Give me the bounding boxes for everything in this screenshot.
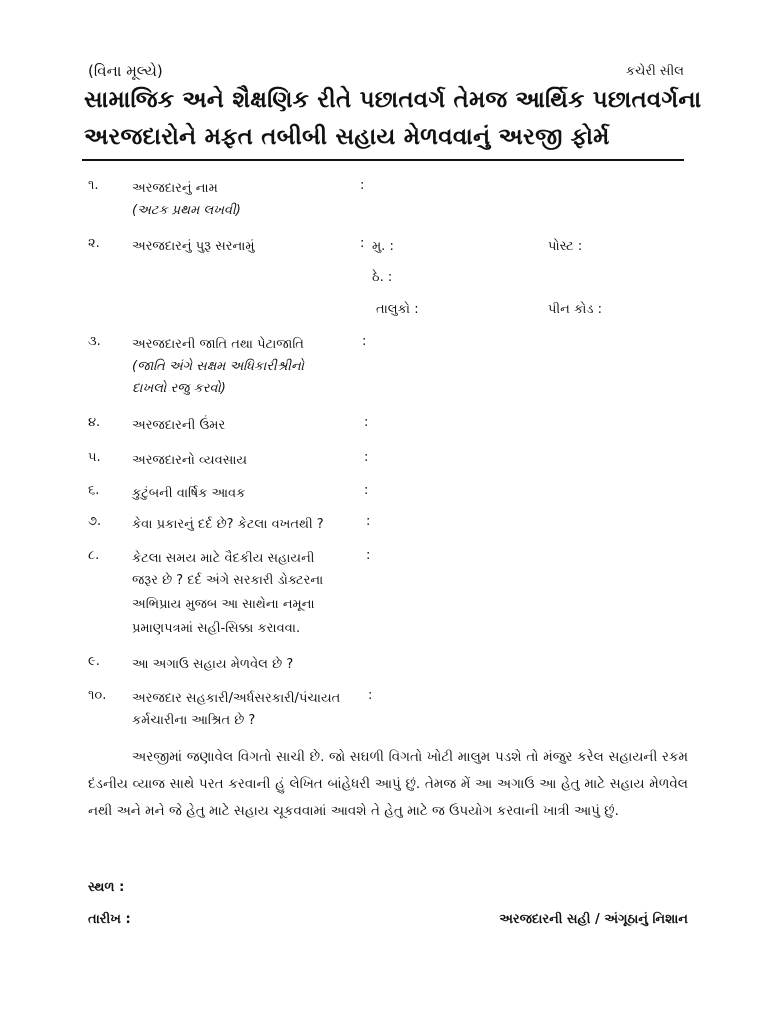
field-label: અરજદારની ઉંમર — [132, 418, 226, 433]
field-label-line: કેટલા સમય માટે વૈદકીય સહાયની — [132, 551, 315, 566]
field-label: અરજદારનો વ્યવસાય — [132, 453, 248, 468]
field-note: (જાતિ અંગે સક્ષમ અધિકારીશ્રીનો — [132, 359, 304, 374]
field-number: ૫. — [88, 450, 101, 465]
place-label: સ્થળ : — [88, 880, 125, 895]
declaration-paragraph: અરજીમાં જણાવેલ વિગતો સાચી છે. જો સઘળી વિગતો ખોટી માલુમ પડશે તો મંજુર કરેલ સહાયની રકમ દંડનીય વ્યાજ સાથે પરત કરવાની હું લેખિત બાંહેધરી આપું છું. તેમજ મેં આ અગાઉ આ હેતુ માટે સહાય મેળવેલ નથી અને મને જે હેતુ માટે સહાય ચૂકવવામાં આવશે તે હેતુ માટે જ ઉપયોગ કરવાની ખાત્રી આપું છું. — [88, 749, 688, 819]
field-number: ૬. — [88, 483, 100, 498]
field-colon: : — [362, 334, 367, 349]
field-note: દાખલો રજુ કરવો) — [132, 381, 226, 396]
field-label: આ અગાઉ સહાય મેળવેલ છે ? — [132, 657, 294, 672]
field-number: ૭. — [88, 514, 102, 529]
field-label: અરજદારની જાતિ તથા પેટાજાતિ — [132, 337, 304, 352]
address-post-label: પોસ્ટ : — [548, 239, 583, 254]
field-number: ૪. — [88, 415, 101, 430]
office-seal-label: કચેરી સીલ — [625, 64, 684, 79]
form-title-line-1: સામાજિક અને શૈક્ષણિક રીતે પછાતવર્ગ તેમજ આર્થિક પછાતવર્ગના — [84, 87, 702, 113]
field-label-line: અરજદાર સહકારી/અર્ધસરકારી/પંચાયત — [132, 691, 341, 706]
field-label: અરજદારનું પુરૂ સરનામું — [132, 239, 255, 254]
date-label: તારીખ : — [88, 912, 131, 927]
field-colon: : — [360, 178, 365, 193]
field-label-line: જરૂર છે ? દર્દ અંગે સરકારી ડોક્ટરના — [132, 573, 324, 588]
address-taluko-label: તાલુકો : — [376, 302, 419, 317]
address-the-label: ઠે. : — [372, 270, 393, 285]
form-title-line-2: અરજદારોને મફત તબીબી સહાય મેળવવાનું અરજી ફોર્મ — [84, 124, 610, 150]
signature-label: અરજદારની સહી / અંગૂઠાનું નિશાન — [499, 912, 688, 927]
address-pincode-label: પીન કોડ : — [548, 302, 603, 317]
field-label-line: પ્રમાણપત્રમાં સહી-સિક્કા કરાવવા. — [132, 621, 301, 636]
field-label: કેવા પ્રકારનું દર્દ છે? કેટલા વખતથી ? — [132, 517, 324, 532]
field-label: અરજદારનું નામ — [132, 181, 218, 196]
field-label-line: કર્મચારીના આશ્રિત છે ? — [132, 713, 256, 728]
free-of-cost-label: (વિના મૂલ્યે) — [88, 62, 163, 80]
field-colon: : — [366, 514, 371, 529]
field-colon: : — [364, 450, 369, 465]
title-divider — [82, 159, 684, 161]
field-colon: : — [360, 236, 365, 251]
field-colon: : — [364, 483, 369, 498]
field-number: ૧. — [88, 178, 99, 193]
field-label: કુટુંબની વાર્ષિક આવક — [132, 486, 246, 501]
field-number: ૧૦. — [88, 688, 107, 703]
field-note: (અટક પ્રથમ લખવી) — [132, 203, 241, 218]
field-colon: : — [366, 548, 371, 563]
field-colon: : — [364, 415, 369, 430]
address-mu-label: મુ. : — [372, 239, 394, 254]
field-number: ૯. — [88, 654, 100, 669]
field-label-line: અભિપ્રાય મુજબ આ સાથેના નમૂના — [132, 597, 315, 612]
field-number: ૮. — [88, 548, 100, 563]
field-number: ૨. — [88, 236, 100, 251]
field-colon: : — [368, 688, 373, 703]
field-number: ૩. — [88, 334, 101, 349]
